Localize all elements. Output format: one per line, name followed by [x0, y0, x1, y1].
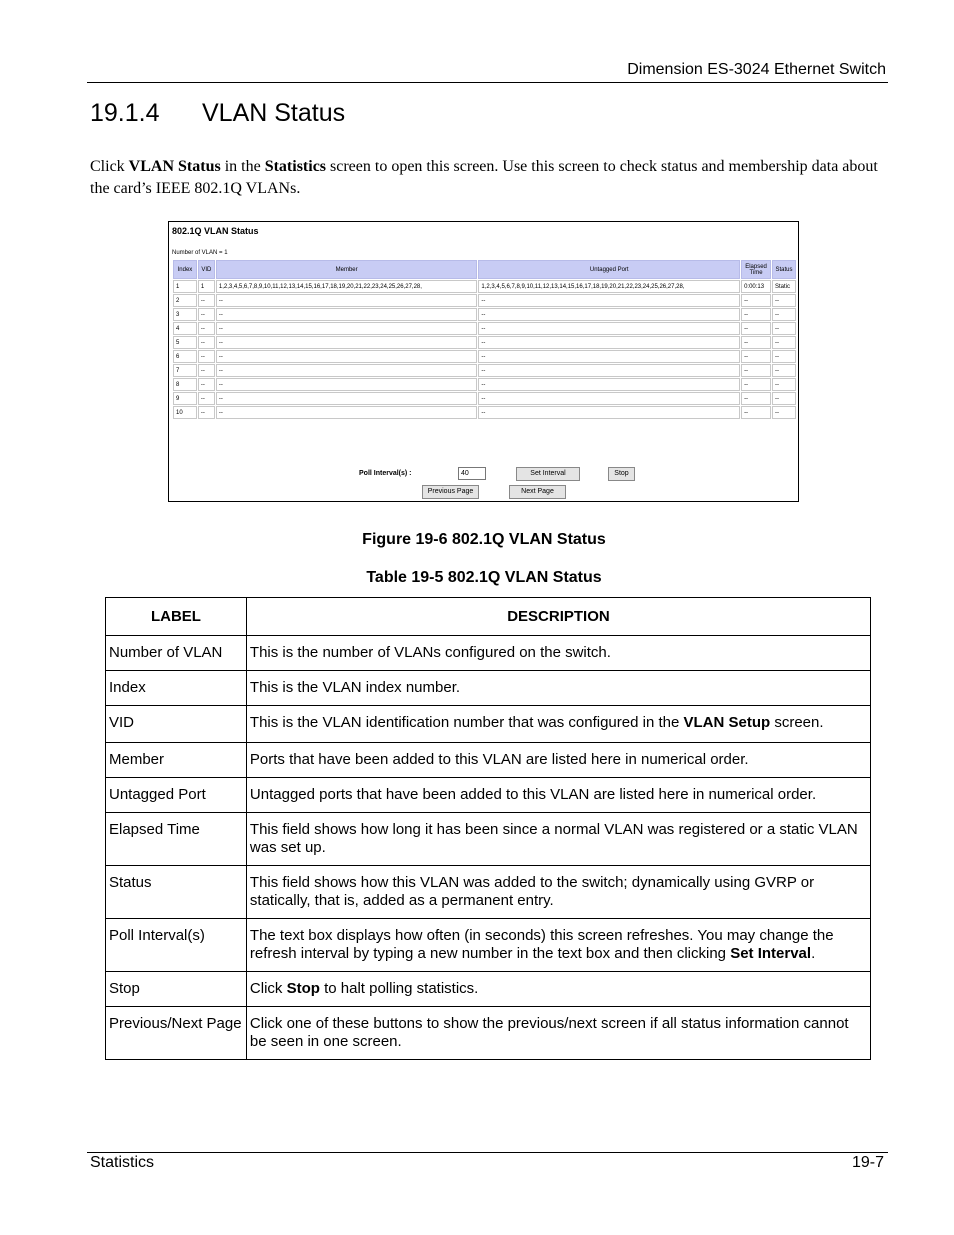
cell-index: 4	[173, 322, 197, 335]
vlan-row	[173, 378, 796, 391]
cell-index: 3	[173, 308, 197, 321]
next-page-button[interactable]: Next Page	[509, 485, 566, 499]
poll-interval-input[interactable]	[458, 467, 486, 480]
cell-index: 7	[173, 364, 197, 377]
cell-member: --	[216, 406, 478, 419]
row-description: This is the number of VLANs configured on the switch.	[246, 636, 870, 671]
cell-status: --	[772, 308, 796, 321]
cell-member: --	[216, 350, 478, 363]
desc-bold: Set Interval	[730, 945, 812, 962]
cell-vid: --	[198, 392, 215, 405]
intro-text-2: in the	[220, 158, 265, 175]
cell-untagged-port: --	[478, 350, 740, 363]
vlan-status-screenshot	[168, 221, 799, 502]
cell-elapsed-time: --	[741, 392, 771, 405]
row-description: Untagged ports that have been added to this VLAN are listed here in numerical order.	[246, 778, 870, 813]
cell-elapsed-time: --	[741, 364, 771, 377]
cell-status: --	[772, 322, 796, 335]
cell-vid: --	[198, 322, 215, 335]
table-row	[106, 636, 871, 671]
vlan-count: Number of VLAN = 1	[172, 250, 228, 256]
cell-untagged-port: --	[478, 364, 740, 377]
cell-untagged-port: 1,2,3,4,5,6,7,8,9,10,11,12,13,14,15,16,17,18,19,20,21,22,23,24,25,26,27,28,	[478, 280, 740, 293]
desc-text: screen.	[770, 714, 824, 731]
intro-bold-statistics: Statistics	[264, 158, 327, 175]
vlan-row	[173, 308, 796, 321]
cell-status: --	[772, 392, 796, 405]
desc-text: Click	[249, 980, 287, 997]
previous-page-button[interactable]: Previous Page	[422, 485, 479, 499]
cell-member: 1,2,3,4,5,6,7,8,9,10,11,12,13,14,15,16,17,18,19,20,21,22,23,24,25,26,27,28,	[216, 280, 478, 293]
cell-index: 8	[173, 378, 197, 391]
screen-title: 802.1Q VLAN Status	[172, 226, 259, 236]
cell-index: 6	[173, 350, 197, 363]
vlan-table-header-row	[173, 260, 796, 279]
row-description: Click one of these buttons to show the previous/next screen if all status information cannot be seen in one screen.	[246, 1007, 870, 1060]
cell-status: Static	[772, 280, 796, 293]
section-title: VLAN Status	[202, 99, 346, 127]
vlan-table-body	[173, 280, 796, 419]
description-table	[105, 597, 871, 1060]
cell-member: --	[216, 336, 478, 349]
cell-vid: --	[198, 308, 215, 321]
row-label: VID	[106, 706, 247, 743]
cell-status: --	[772, 406, 796, 419]
poll-interval-label: Poll Interval(s) :	[359, 470, 412, 477]
desc-text: to halt polling statistics.	[319, 980, 479, 997]
cell-member: --	[216, 322, 478, 335]
cell-untagged-port: --	[478, 378, 740, 391]
row-description: Ports that have been added to this VLAN are listed here in numerical order.	[246, 743, 870, 778]
cell-vid: --	[198, 350, 215, 363]
col-index: Index	[173, 260, 197, 279]
desc-text: This is the VLAN identification number that was configured in the	[249, 714, 684, 731]
desc-bold: Stop	[286, 980, 320, 997]
section-number: 19.1.4	[90, 99, 160, 127]
section-heading	[90, 99, 345, 128]
row-label: Index	[106, 671, 247, 706]
table-row	[106, 743, 871, 778]
cell-status: --	[772, 336, 796, 349]
cell-member: --	[216, 308, 478, 321]
table-row	[106, 919, 871, 972]
row-label: Member	[106, 743, 247, 778]
vlan-row	[173, 336, 796, 349]
desc-text: The text box displays how often (in seconds) this screen refreshes. You may change the refresh interval by typing a new number in the text box and then clicking	[249, 927, 834, 962]
cell-status: --	[772, 294, 796, 307]
cell-index: 2	[173, 294, 197, 307]
figure-caption: Figure 19-6 802.1Q VLAN Status	[362, 531, 606, 548]
vlan-row	[173, 364, 796, 377]
table-row	[106, 706, 871, 743]
cell-untagged-port: --	[478, 392, 740, 405]
cell-elapsed-time: --	[741, 378, 771, 391]
cell-untagged-port: --	[478, 336, 740, 349]
cell-member: --	[216, 392, 478, 405]
cell-elapsed-time: --	[741, 322, 771, 335]
intro-text-3: screen to open this screen. Use this screen to check status and membership data about the card’s IEEE 802.1Q VLANs.	[90, 158, 878, 197]
cell-index: 1	[173, 280, 197, 293]
row-label: Previous/Next Page	[106, 1007, 247, 1060]
row-description	[246, 706, 870, 743]
cell-untagged-port: --	[478, 406, 740, 419]
col-untagged-port: Untagged Port	[478, 260, 740, 279]
cell-vid: --	[198, 294, 215, 307]
row-description	[246, 919, 870, 972]
cell-vid: --	[198, 364, 215, 377]
running-header: Dimension ES-3024 Ethernet Switch	[627, 61, 886, 78]
cell-untagged-port: --	[478, 322, 740, 335]
vlan-row	[173, 280, 796, 293]
cell-vid: --	[198, 336, 215, 349]
cell-status: --	[772, 378, 796, 391]
row-label: Elapsed Time	[106, 813, 247, 866]
footer-page-number: 19-7	[851, 1154, 884, 1171]
cell-elapsed-time: --	[741, 294, 771, 307]
col-status: Status	[772, 260, 796, 279]
desc-head-label: LABEL	[106, 598, 247, 636]
cell-status: --	[772, 350, 796, 363]
cell-elapsed-time: --	[741, 350, 771, 363]
cell-elapsed-time: --	[741, 336, 771, 349]
table-row	[106, 866, 871, 919]
cell-vid: 1	[198, 280, 215, 293]
row-label: Number of VLAN	[106, 636, 247, 671]
table-row	[106, 671, 871, 706]
cell-member: --	[216, 364, 478, 377]
desc-head-description: DESCRIPTION	[246, 598, 870, 636]
intro-bold-vlan-status: VLAN Status	[128, 158, 221, 175]
cell-member: --	[216, 378, 478, 391]
col-member: Member	[216, 260, 478, 279]
table-row	[106, 813, 871, 866]
col-vid: VID	[198, 260, 215, 279]
row-label: Untagged Port	[106, 778, 247, 813]
table-row	[106, 778, 871, 813]
row-description: This field shows how this VLAN was added to the switch; dynamically using GVRP or statically, that is, added as a permanent entry.	[246, 866, 870, 919]
cell-untagged-port: --	[478, 308, 740, 321]
row-label: Stop	[106, 972, 247, 1007]
cell-elapsed-time: --	[741, 308, 771, 321]
cell-index: 10	[173, 406, 197, 419]
row-label: Poll Interval(s)	[106, 919, 247, 972]
set-interval-button[interactable]: Set Interval	[516, 467, 580, 481]
row-description: This is the VLAN index number.	[246, 671, 870, 706]
row-description	[246, 972, 870, 1007]
vlan-row	[173, 406, 796, 419]
cell-index: 9	[173, 392, 197, 405]
footer-chapter: Statistics	[90, 1154, 155, 1171]
cell-vid: --	[198, 378, 215, 391]
table-row	[106, 1007, 871, 1060]
table-row	[106, 972, 871, 1007]
vlan-row	[173, 392, 796, 405]
row-label: Status	[106, 866, 247, 919]
intro-text-1: Click	[90, 158, 129, 175]
row-description: This field shows how long it has been since a normal VLAN was registered or a static VLAN was set up.	[246, 813, 870, 866]
cell-elapsed-time: --	[741, 406, 771, 419]
vlan-row	[173, 322, 796, 335]
col-elapsed-time: Elapsed Time	[741, 260, 771, 279]
intro-paragraph	[90, 156, 880, 200]
cell-elapsed-time: 0:00:13	[741, 280, 771, 293]
cell-member: --	[216, 294, 478, 307]
desc-header-row	[106, 598, 871, 636]
vlan-row	[173, 294, 796, 307]
header-rule	[87, 82, 888, 83]
cell-status: --	[772, 364, 796, 377]
cell-index: 5	[173, 336, 197, 349]
vlan-status-table	[172, 259, 797, 420]
cell-untagged-port: --	[478, 294, 740, 307]
table-caption: Table 19-5 802.1Q VLAN Status	[366, 569, 602, 586]
footer-rule	[87, 1152, 888, 1153]
cell-vid: --	[198, 406, 215, 419]
desc-bold: VLAN Setup	[683, 714, 771, 731]
desc-text: .	[811, 945, 816, 962]
vlan-row	[173, 350, 796, 363]
stop-button[interactable]: Stop	[608, 467, 635, 481]
